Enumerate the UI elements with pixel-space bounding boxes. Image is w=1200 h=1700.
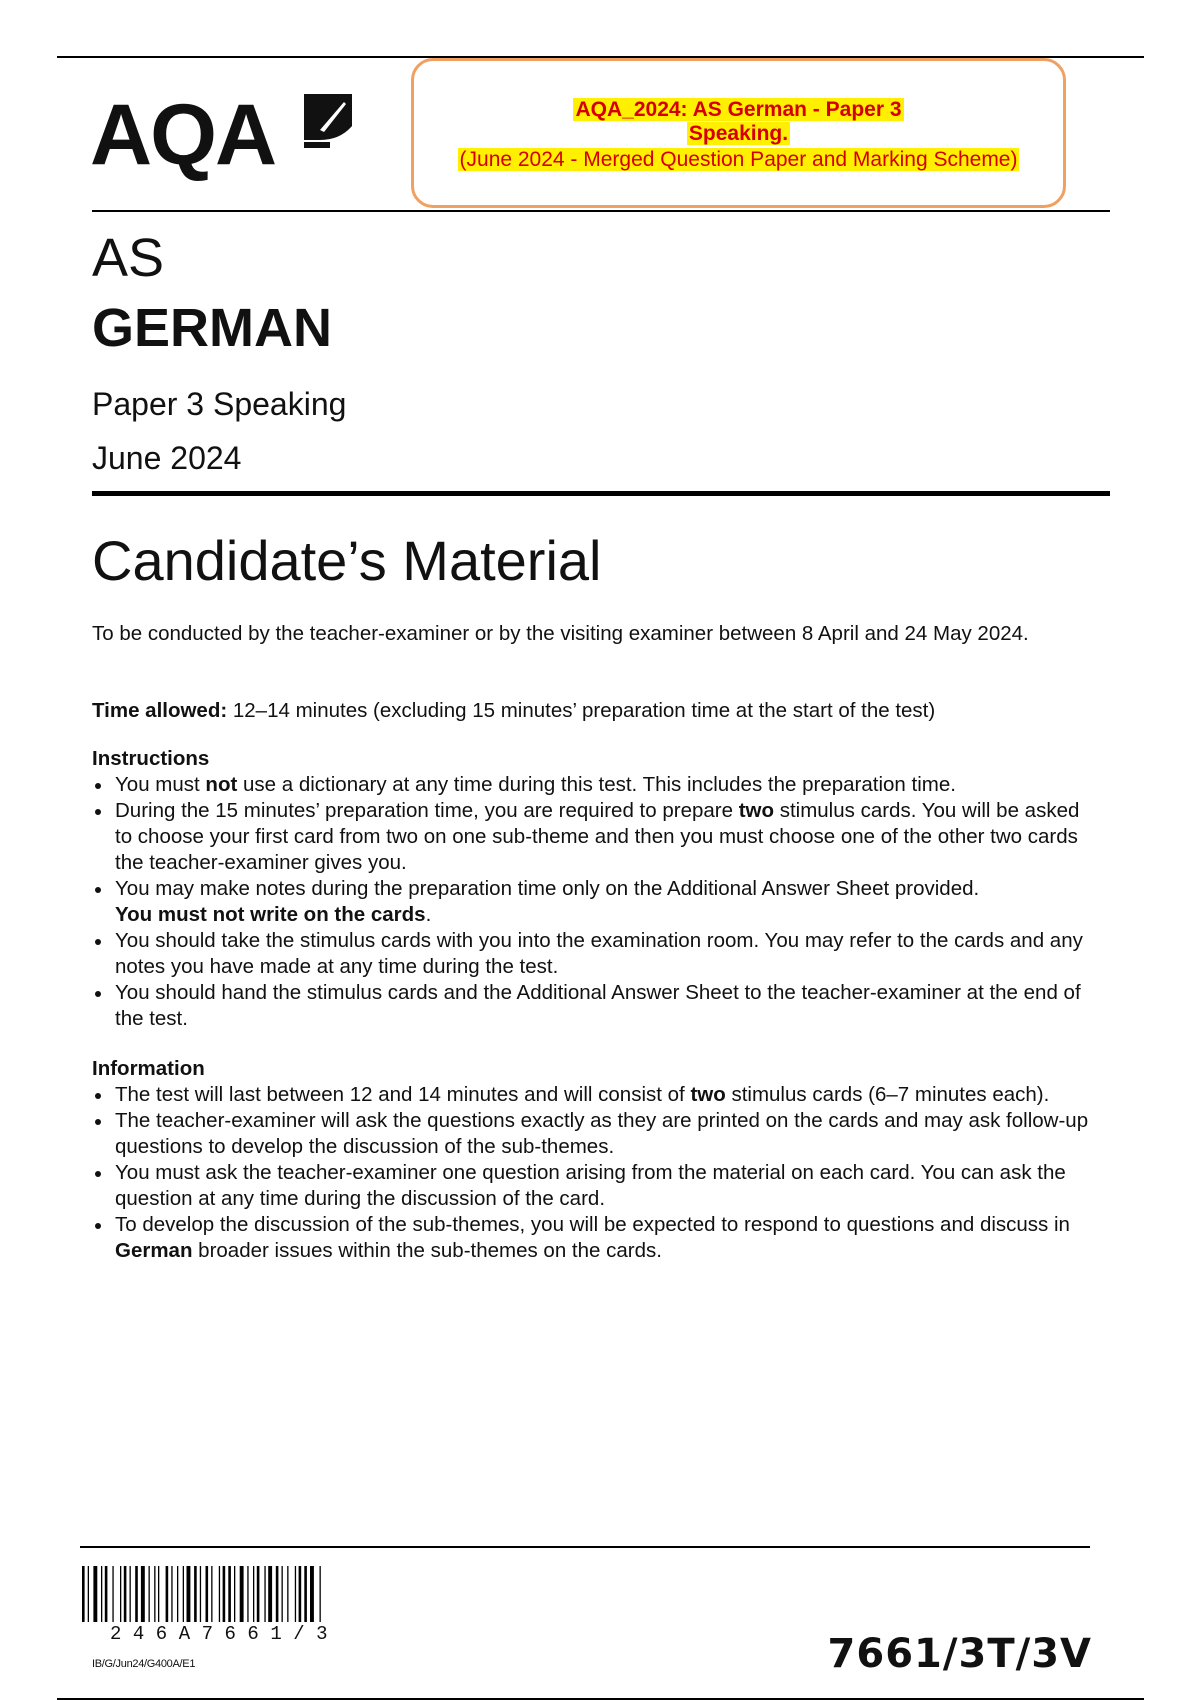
list-item: The test will last between 12 and 14 minutes and will consist of two stimulus cards (6–7 minutes each).	[92, 1082, 1102, 1108]
merged-paper-banner	[411, 58, 1066, 208]
instructions-list	[92, 772, 1102, 1032]
list-item: To develop the discussion of the sub-themes, you will be expected to respond to questions and discuss in German broader issues within the sub-themes on the cards.	[92, 1212, 1102, 1264]
list-item: You may make notes during the preparation time only on the Additional Answer Sheet provided. You must not write on the cards.	[92, 876, 1102, 928]
list-item: You should take the stimulus cards with you into the examination room. You may refer to the cards and any notes you have made at any time during the test.	[92, 928, 1102, 980]
list-item: You must ask the teacher-examiner one question arising from the material on each card. You can ask the question at any time during the discussion of the card.	[92, 1160, 1102, 1212]
conduct-statement: To be conducted by the teacher-examiner or by the visiting examiner between 8 April and 24 May 2024.	[92, 622, 1029, 645]
time-allowed	[92, 698, 1092, 724]
document-reference: IB/G/Jun24/G400A/E1	[92, 1658, 196, 1670]
time-allowed-text: 12–14 minutes (excluding 15 minutes’ preparation time at the start of the test)	[227, 699, 936, 722]
section-divider	[92, 491, 1110, 496]
aqa-logo	[90, 88, 360, 183]
list-item: You must not use a dictionary at any time during this test. This includes the preparation time.	[92, 772, 1102, 798]
list-item: The teacher-examiner will ask the questions exactly as they are printed on the cards and may ask follow-up questions to develop the discussion of the sub-themes.	[92, 1108, 1102, 1160]
information-heading: Information	[92, 1057, 205, 1080]
subject-title: GERMAN	[92, 298, 332, 358]
list-item: You should hand the stimulus cards and the Additional Answer Sheet to the teacher-examiner at the end of the test.	[92, 980, 1102, 1032]
banner-line-2: Speaking.	[688, 122, 789, 145]
exam-series: June 2024	[92, 440, 242, 476]
header-rule	[92, 210, 1110, 212]
barcode-digits: 246A7661/3	[110, 1623, 340, 1645]
banner-line-3: (June 2024 - Merged Question Paper and Marking Scheme)	[459, 148, 1018, 171]
aqa-logo-mark-icon	[300, 88, 356, 150]
time-allowed-label: Time allowed:	[92, 699, 228, 722]
list-item: During the 15 minutes’ preparation time, you are required to prepare two stimulus cards. You will be asked to choose your first card from two on one sub-theme and then you must choose one of the other two cards the teacher-examiner gives you.	[92, 798, 1102, 876]
qualification-level: AS	[92, 228, 165, 288]
barcode-icon	[80, 1566, 412, 1628]
paper-name: Paper 3 Speaking	[92, 386, 347, 422]
paper-code: 7661/3T/3V	[827, 1631, 1092, 1677]
footer-divider	[80, 1546, 1090, 1548]
page-title: Candidate’s Material	[92, 529, 602, 592]
aqa-logo-text: AQA	[90, 87, 276, 183]
information-list	[92, 1082, 1102, 1264]
instructions-heading: Instructions	[92, 747, 210, 770]
banner-line-1: AQA_2024: AS German - Paper 3	[575, 98, 902, 121]
